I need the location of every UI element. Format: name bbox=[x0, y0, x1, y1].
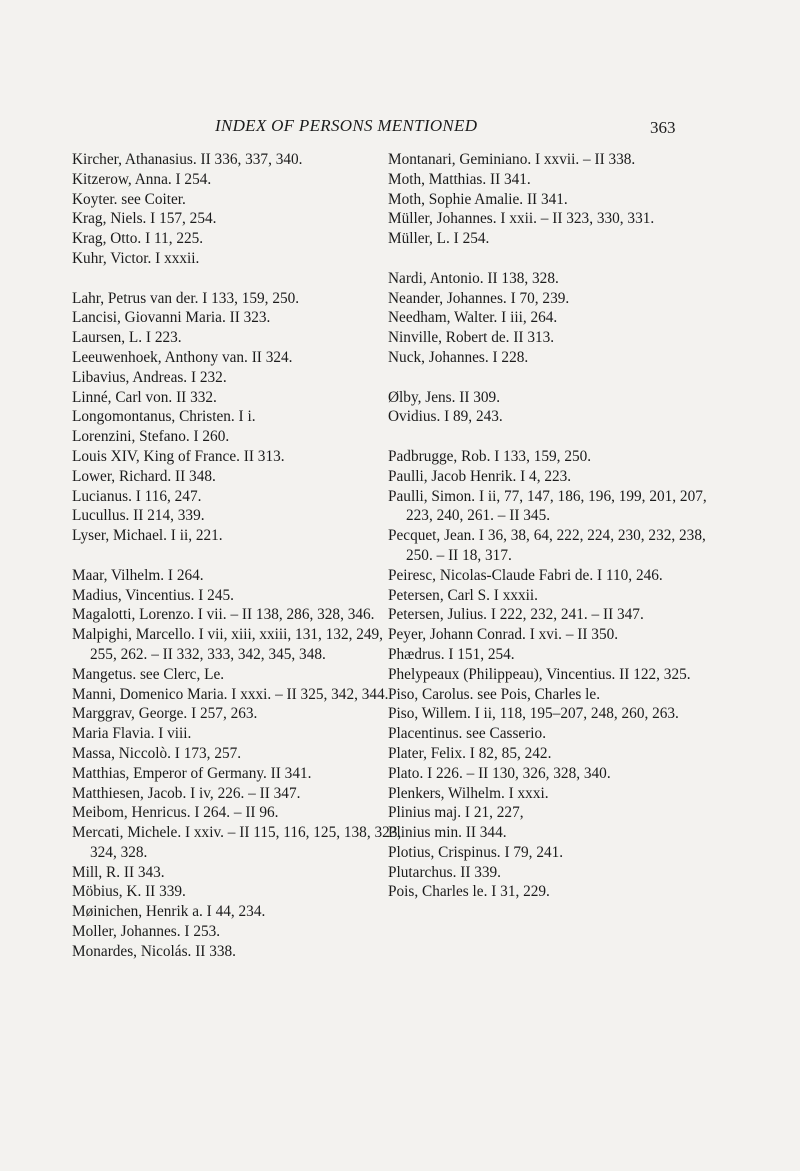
index-entry: Pecquet, Jean. I 36, 38, 64, 222, 224, 230, 232, 238, 250. – II 18, 317. bbox=[388, 527, 706, 564]
index-entry: Lyser, Michael. I ii, 221. bbox=[72, 527, 223, 545]
index-entry: Moth, Matthias. II 341. bbox=[388, 170, 531, 188]
index-entry: Plater, Felix. I 82, 85, 242. bbox=[388, 744, 552, 762]
index-entry: Krag, Niels. I 157, 254. bbox=[72, 210, 217, 228]
index-entry: Lorenzini, Stefano. I 260. bbox=[72, 428, 230, 446]
index-entry: Mercati, Michele. I xxiv. – II 115, 116, 125, 138, 323, 324, 328. bbox=[72, 824, 402, 861]
index-entry: Petersen, Julius. I 222, 232, 241. – II 347. bbox=[388, 606, 644, 624]
index-entry: Piso, Willem. I ii, 118, 195–207, 248, 260, 263. bbox=[388, 705, 679, 723]
index-entry: Lahr, Petrus van der. I 133, 159, 250. bbox=[72, 289, 300, 307]
index-entry: Lucianus. I 116, 247. bbox=[72, 487, 202, 505]
index-entry: Laursen, L. I 223. bbox=[72, 329, 182, 347]
index-entry: Ølby, Jens. II 309. bbox=[388, 388, 501, 406]
index-entry: Padbrugge, Rob. I 133, 159, 250. bbox=[388, 447, 592, 465]
index-entry: Montanari, Geminiano. I xxvii. – II 338. bbox=[388, 151, 636, 168]
index-entry: Leeuwenhoek, Anthony van. II 324. bbox=[72, 348, 293, 366]
index-entry: Malpighi, Marcello. I vii, xiii, xxiii, 131, 132, 249, 255, 262. – II 332, 333, 342, 345, 348. bbox=[72, 626, 384, 663]
index-entry: Peiresc, Nicolas-Claude Fabri de. I 110, 246. bbox=[388, 566, 663, 584]
index-entry: Nuck, Johannes. I 228. bbox=[388, 348, 529, 366]
index-entry: Louis XIV, King of France. II 313. bbox=[72, 447, 285, 465]
index-entry: Møinichen, Henrik a. I 44, 234. bbox=[72, 903, 266, 921]
index-entry: Nardi, Antonio. II 138, 328. bbox=[388, 269, 559, 287]
index-entry: Moth, Sophie Amalie. II 341. bbox=[388, 190, 568, 208]
index-entry: Pois, Charles le. I 31, 229. bbox=[388, 883, 550, 901]
index-entry: Lancisi, Giovanni Maria. II 323. bbox=[72, 309, 271, 327]
index-entry: Müller, Johannes. I xxii. – II 323, 330, 331. bbox=[388, 210, 655, 228]
index-entry: Magalotti, Lorenzo. I vii. – II 138, 286, 328, 346. bbox=[72, 606, 375, 624]
index-entry: Plotius, Crispinus. I 79, 241. bbox=[388, 843, 564, 861]
index-entry: Möbius, K. II 339. bbox=[72, 883, 186, 901]
index-entry: Madius, Vincentius. I 245. bbox=[72, 586, 234, 604]
index-entry: Lower, Richard. II 348. bbox=[72, 467, 216, 485]
index-entry: Matthiesen, Jacob. I iv, 226. – II 347. bbox=[72, 784, 301, 802]
index-entry: Müller, L. I 254. bbox=[388, 230, 490, 248]
index-entry: Linné, Carl von. II 332. bbox=[72, 388, 217, 406]
index-entry: Kuhr, Victor. I xxxii. bbox=[72, 249, 200, 267]
index-entry: Longomontanus, Christen. I i. bbox=[72, 408, 256, 426]
index-entry: Peyer, Johann Conrad. I xvi. – II 350. bbox=[388, 626, 619, 644]
index-entry: Maria Flavia. I viii. bbox=[72, 725, 192, 743]
index-entry: Ovidius. I 89, 243. bbox=[388, 408, 503, 426]
index-entry: Neander, Johannes. I 70, 239. bbox=[388, 289, 570, 307]
index-entry: Massa, Niccolò. I 173, 257. bbox=[72, 744, 242, 762]
index-entry: Plenkers, Wilhelm. I xxxi. bbox=[388, 784, 549, 802]
page-header bbox=[0, 116, 800, 140]
index-entry: Plinius maj. I 21, 227, bbox=[388, 804, 524, 822]
index-entry: Paulli, Jacob Henrik. I 4, 223. bbox=[388, 467, 572, 485]
index-entry: Marggrav, George. I 257, 263. bbox=[72, 705, 258, 723]
index-entry: Krag, Otto. I 11, 225. bbox=[72, 230, 204, 248]
index-entry: Monardes, Nicolás. II 338. bbox=[72, 942, 236, 960]
index-entry: Libavius, Andreas. I 232. bbox=[72, 368, 227, 386]
index-entry: Koyter. see Coiter. bbox=[72, 190, 186, 208]
index-column-left bbox=[72, 150, 407, 962]
index-entry: Plutarchus. II 339. bbox=[388, 863, 502, 881]
index-entry: Ninville, Robert de. II 313. bbox=[388, 329, 555, 347]
index-entry: Placentinus. see Casserio. bbox=[388, 725, 547, 743]
index-column-right bbox=[388, 150, 728, 902]
index-entry: Kitzerow, Anna. I 254. bbox=[72, 170, 212, 188]
index-entry: Mangetus. see Clerc, Le. bbox=[72, 665, 225, 683]
index-entry: Mill, R. II 343. bbox=[72, 863, 165, 881]
index-entry: Maar, Vilhelm. I 264. bbox=[72, 566, 204, 584]
index-entry: Manni, Domenico Maria. I xxxi. – II 325, 342, 344. bbox=[72, 685, 389, 703]
index-entry: Petersen, Carl S. I xxxii. bbox=[388, 586, 538, 604]
page-number: 363 bbox=[650, 118, 676, 137]
index-entry: Piso, Carolus. see Pois, Charles le. bbox=[388, 685, 601, 703]
running-head: INDEX OF PERSONS MENTIONED bbox=[215, 116, 478, 135]
index-entry: Phædrus. I 151, 254. bbox=[388, 645, 515, 663]
index-entry: Meibom, Henricus. I 264. – II 96. bbox=[72, 804, 279, 822]
index-entry: Paulli, Simon. I ii, 77, 147, 186, 196, 199, 201, 207, 223, 240, 261. – II 345. bbox=[388, 487, 707, 525]
index-entry: Matthias, Emperor of Germany. II 341. bbox=[72, 764, 312, 782]
index-entry: Phelypeaux (Philippeau), Vincentius. II 122, 325. bbox=[388, 665, 691, 683]
index-entry: Needham, Walter. I iii, 264. bbox=[388, 309, 558, 327]
index-entry: Plato. I 226. – II 130, 326, 328, 340. bbox=[388, 764, 611, 782]
index-entry: Moller, Johannes. I 253. bbox=[72, 923, 221, 941]
index-entry: Plinius min. II 344. bbox=[388, 824, 507, 842]
index-entry: Kircher, Athanasius. II 336, 337, 340. bbox=[72, 151, 303, 168]
index-entry: Lucullus. II 214, 339. bbox=[72, 507, 205, 525]
